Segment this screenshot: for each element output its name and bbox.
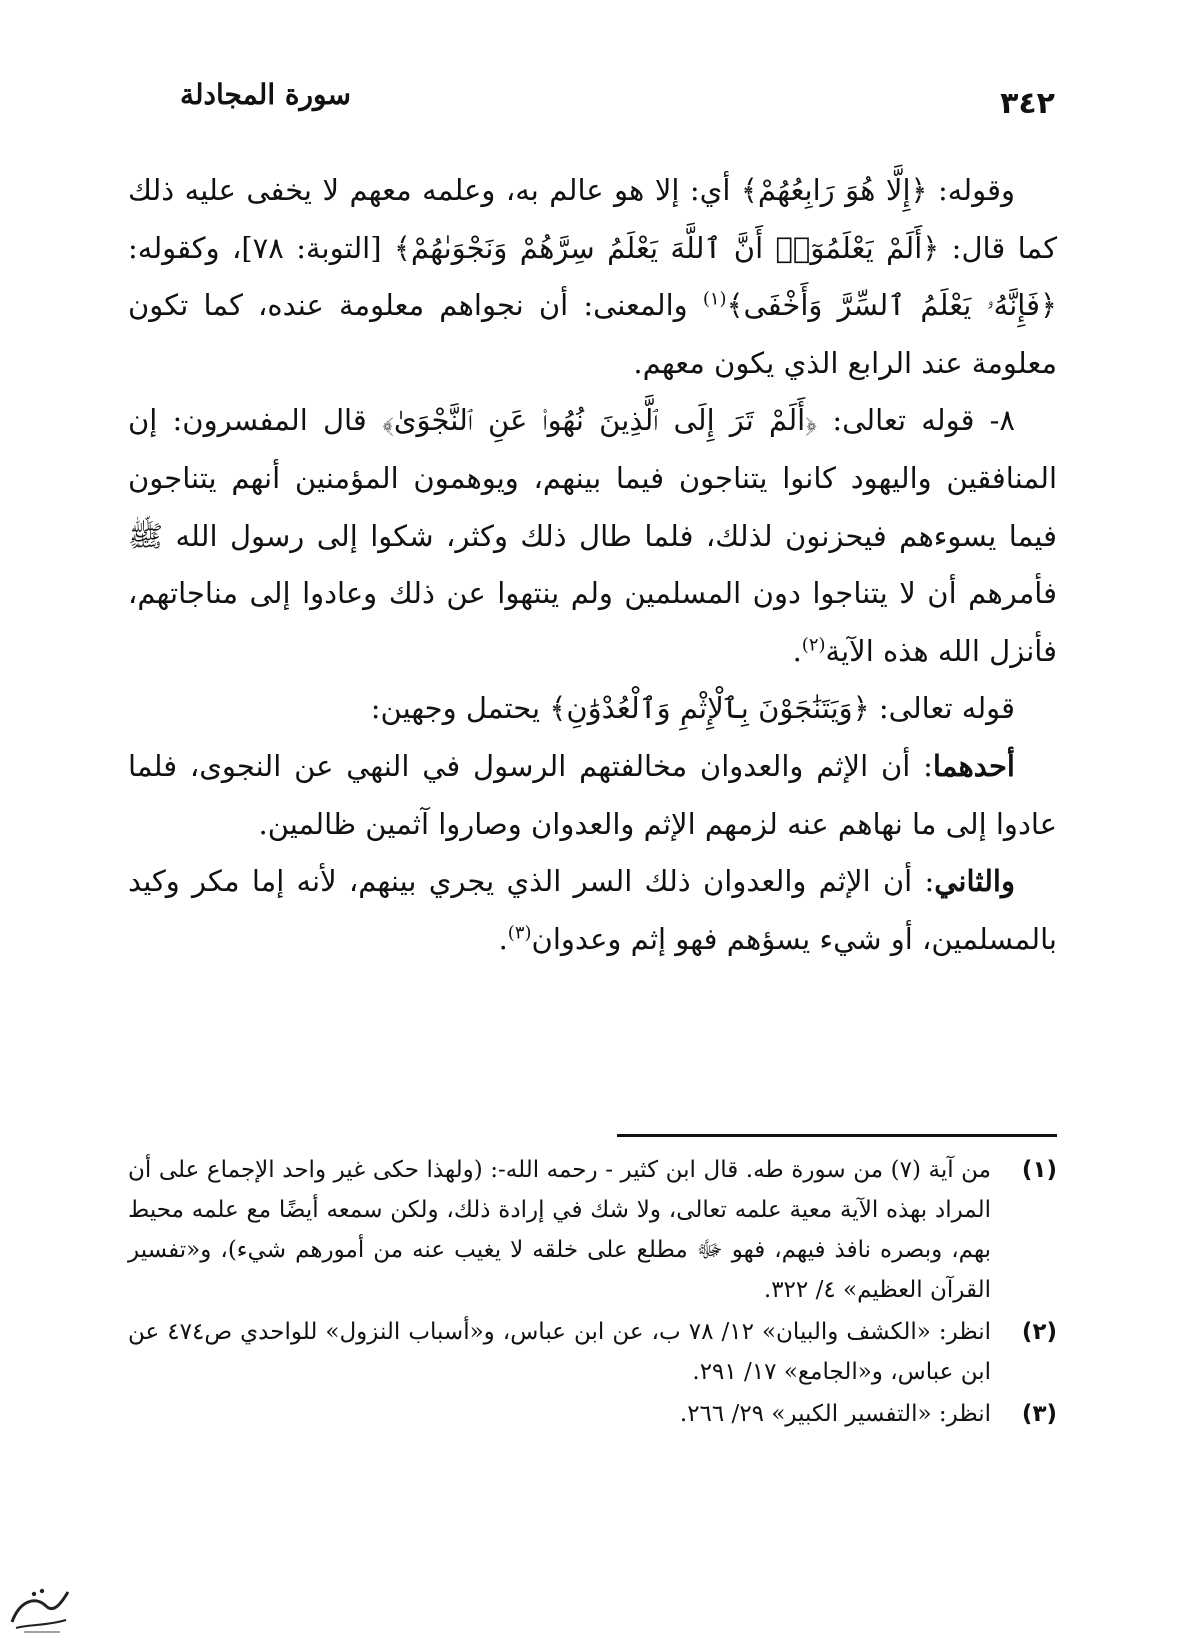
footnote-number: (٣) — [1021, 1401, 1057, 1427]
footnote-3 — [128, 1394, 1057, 1434]
bold-term: أحدهما — [932, 748, 1015, 783]
text-run: [التوبة: ٧٨]، وكقوله: — [128, 230, 394, 265]
page-number: ٣٤٢ — [1000, 86, 1055, 121]
library-stamp-icon — [6, 1582, 72, 1638]
footnote-number: (٢) — [1021, 1319, 1057, 1345]
paragraph-3 — [128, 680, 1057, 738]
footnote-ref[interactable]: (١) — [702, 288, 727, 310]
page-header — [180, 78, 1055, 128]
paragraph-2 — [128, 392, 1057, 680]
paragraph-1 — [128, 162, 1057, 392]
quran-quote: ﴿إِلَّا هُوَ رَابِعُهُمْ﴾ — [740, 173, 928, 207]
footnote-text: انظر: «الكشف والبيان» ١٢/ ٧٨ ب، عن ابن عباس، و«أسباب النزول» للواحدي ص٤٧٤ عن ابن عباس، و«الجامع» ١٧/ ٢٩١. — [128, 1319, 991, 1385]
footnote-ref[interactable]: (٢) — [801, 634, 826, 656]
footnote-text: من آية (٧) من سورة طه. قال ابن كثير - رحمه الله-: (ولهذا حكى غير واحد الإجماع على أن المراد بهذه الآية معية علمه تعالى، ولا شك في إرادة ذلك، ولكن سمعه أيضًا مع علمه محيط بهم، وبصره نافذ فيهم، فهو ﷻ مطلع على خلقه لا يغيب عنه من أمورهم شيء)، و«تفسير القرآن العظيم» ٤/ ٣٢٢. — [128, 1157, 992, 1303]
main-text — [128, 162, 1057, 968]
paragraph-4 — [128, 738, 1057, 853]
quran-quote: ﴿أَلَمْ تَرَ إِلَى ٱلَّذِينَ نُهُوا۟ عَنِ ٱلنَّجْوَىٰ﴾ — [381, 403, 818, 438]
footnote-ref[interactable]: (٣) — [507, 922, 532, 944]
text-run: : أن الإثم والعدوان مخالفتهم الرسول في النهي عن النجوى، فلما عادوا إلى ما نهاهم عنه لزمهم الإثم والعدوان وصاروا آثمين ظالمين. — [128, 748, 1057, 841]
text-run: ٨- قوله تعالى: — [817, 403, 1015, 438]
paragraph-5 — [128, 853, 1057, 968]
quran-quote: ﴿وَيَتَنَٰجَوْنَ بِٱلْإِثْمِ وَٱلْعُدْوَٰنِ﴾ — [549, 691, 870, 726]
text-run: والمعنى: أن نجواهم معلومة عنده، كما تكون معلومة عند الرابع الذي يكون معهم. — [128, 288, 1057, 380]
bold-term: والثاني — [934, 864, 1015, 899]
text-run: . — [498, 921, 508, 956]
quran-quote: ﴿فَإِنَّهُۥ يَعْلَمُ ٱلسِّرَّ وَأَخْفَى﴾ — [726, 288, 1057, 323]
text-run: : أن الإثم والعدوان ذلك السر الذي يجري بينهم، لأنه إما مكر وكيد بالمسلمين، أو شيء يسؤهم فهو إثم وعدوان — [128, 864, 1057, 956]
text-run: قال المفسرون: إن المنافقين واليهود كانوا يتناجون فيما بينهم، ويوهمون المؤمنين أنهم يتناجون فيما يسوءهم فيحزنون لذلك، فلما طال ذلك وكثر، شكوا إلى رسول الله ﷺ فأمرهم أن لا يتناجوا دون المسلمين ولم ينتهوا عن ذلك وعادوا إلى مناجاتهم، فأنزل الله هذه الآية — [128, 403, 1057, 668]
footnote-text: انظر: «التفسير الكبير» ٢٩/ ٢٦٦. — [679, 1401, 991, 1427]
running-title: سورة المجادلة — [180, 78, 351, 111]
text-run: يحتمل وجهين: — [370, 691, 550, 726]
text-run: أي: إلا هو عالم به، وعلمه معهم لا يخفى عليه ذلك كما قال: — [128, 173, 1058, 265]
text-run: وقوله: — [927, 173, 1015, 207]
footnote-number: (١) — [1021, 1157, 1057, 1183]
footnotes — [128, 1150, 1057, 1436]
quran-quote: ﴿أَلَمْ يَعْلَمُوٓا۟ أَنَّ ٱللَّهَ يَعْلَمُ سِرَّهُمْ وَنَجْوَىٰهُمْ﴾ — [393, 230, 940, 265]
footnote-separator — [617, 1134, 1057, 1137]
text-run: . — [792, 633, 802, 668]
footnote-1 — [128, 1150, 1057, 1310]
text-run: قوله تعالى: — [869, 691, 1015, 726]
footnote-2 — [128, 1312, 1057, 1392]
